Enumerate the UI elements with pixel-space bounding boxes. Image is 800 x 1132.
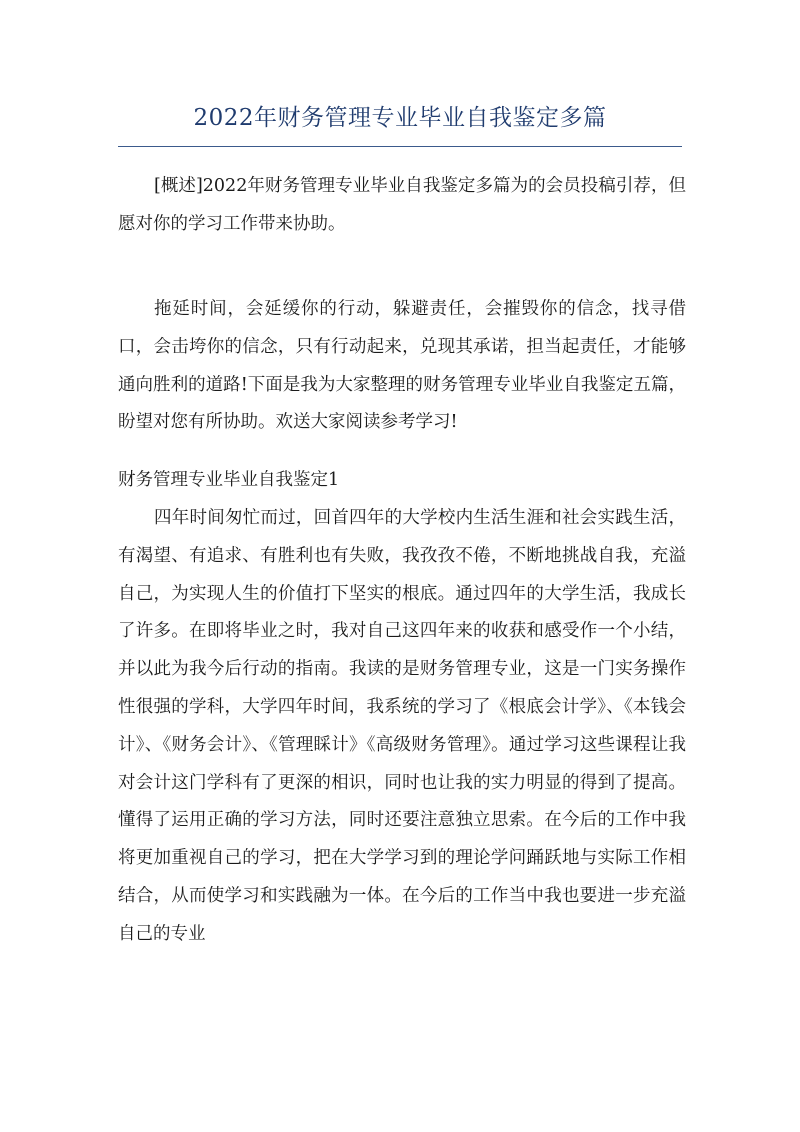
title-underline — [118, 146, 682, 147]
document-title: 2022年财务管理专业毕业自我鉴定多篇 — [193, 105, 607, 131]
section-body-1: 四年时间匆忙而过，回首四年的大学校内生活生涯和社会实践生活，有渴望、有追求、有胜利也有失败，我孜孜不倦，不断地挑战自我，充溢自己，为实现人生的价值打下坚实的根底。通过四年的大学生活，我成长了许多。在即将毕业之时，我对自己这四年来的收获和感受作一个小结，并以此为我今后行动的指南。我读的是财务管理专业，这是一门实务操作性很强的学科，大学四年时间，我系统的学习了《根底会计学》、《本钱会计》、《财务会计》、《管理睬计》《高级财务管理》。通过学习这些课程让我对会计这门学科有了更深的相识，同时也让我的实力明显的得到了提高。懂得了运用正确的学习方法，同时还要注意独立思索。在今后的工作中我将更加重视自己的学习，把在大学学习到的理论学问踊跃地与实际工作相结合，从而使学习和实践融为一体。在今后的工作当中我也要进一步充溢自己的专业 — [118, 508, 686, 944]
section-heading-1: 财务管理专业毕业自我鉴定1 — [118, 470, 340, 490]
intro-paragraph: 拖延时间，会延缓你的行动，躲避责任，会摧毁你的信念，找寻借口，会击垮你的信念，只有行动起来，兑现其承诺，担当起责任，才能够通向胜利的道路!下面是我为大家整理的财务管理专业毕业自我鉴定五篇，盼望对您有所协助。欢送大家阅读参考学习! — [118, 299, 686, 433]
summary-paragraph: [概述]2022年财务管理专业毕业自我鉴定多篇为的会员投稿引荐，但愿对你的学习工作带来协助。 — [118, 176, 686, 234]
